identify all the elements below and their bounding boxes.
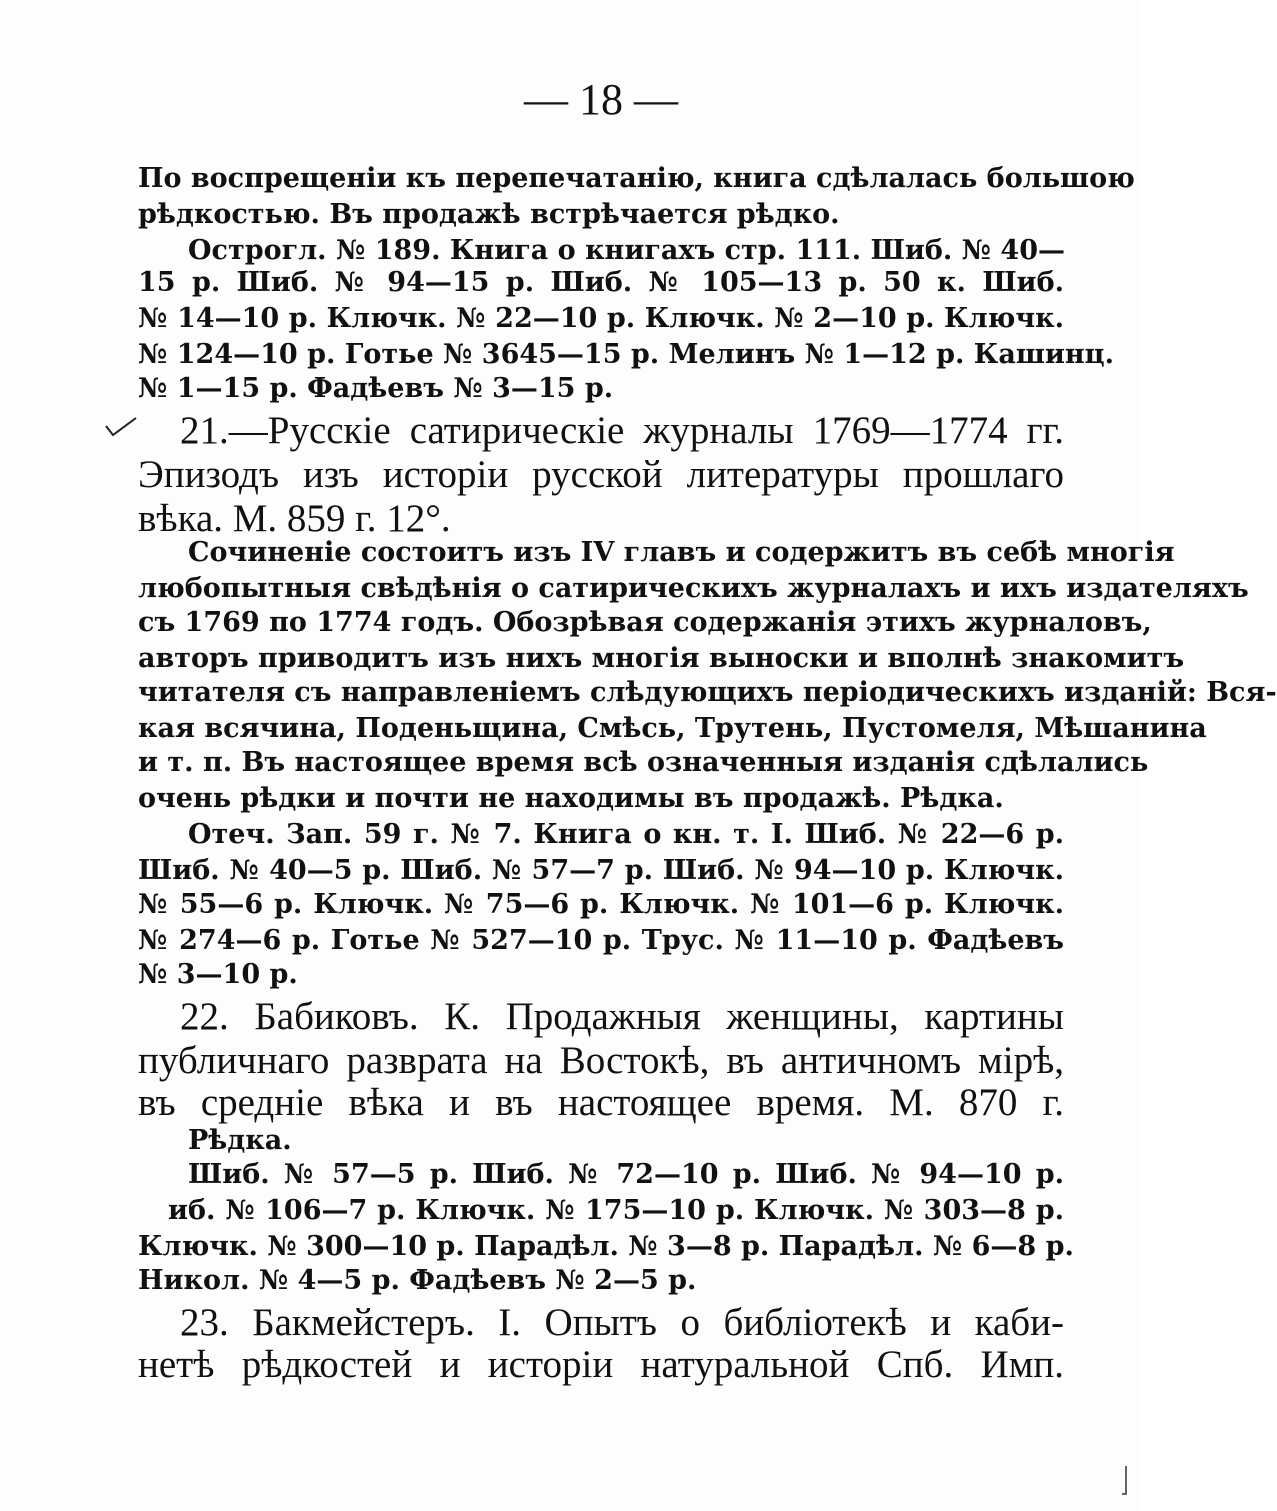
text-line: По воспрещеніи къ перепечатанію, книга сдѣлалась большою bbox=[138, 163, 1135, 194]
page-edge-mark bbox=[1122, 1466, 1130, 1496]
reference-line: № 1—15 р. Фадѣевъ № 3—15 р. bbox=[138, 373, 614, 404]
entry-title-line: нетѣ рѣдкостей и исторіи натуральной Спб. Имп. bbox=[138, 1343, 1064, 1386]
reference-line: № 274—6 р. Готье № 527—10 р. Трус. № 11—10 р. Фадѣевъ bbox=[138, 925, 1064, 956]
reference-line: Ключк. № 300—10 р. Парадѣл. № 3—8 р. Парадѣл. № 6—8 р. bbox=[138, 1231, 1074, 1262]
reference-line: Шиб. № 57—5 р. Шиб. № 72—10 р. Шиб. № 94—10 р. bbox=[188, 1159, 1064, 1190]
reference-line: № 14—10 р. Ключк. № 22—10 р. Ключк. № 2—10 р. Ключк. bbox=[138, 303, 1064, 334]
reference-line: Острогл. № 189. Книга о книгахъ стр. 111. Шиб. № 40— bbox=[188, 235, 1065, 266]
page-number: — 18 — bbox=[524, 75, 678, 124]
entry-title-line: Эпизодъ изъ исторіи русской литературы прошлаго bbox=[138, 453, 1064, 496]
reference-line: 15 р. Шиб. № 94—15 р. Шиб. № 105—13 р. 50 к. Шиб. bbox=[138, 267, 1064, 298]
text-line: Сочиненіе состоитъ изъ IV главъ и содержитъ въ себѣ многія bbox=[188, 537, 1175, 568]
text-line: любопытныя свѣдѣнія о сатирическихъ журналахъ и ихъ издателяхъ bbox=[138, 573, 1249, 604]
entry-title-line: 22. Бабиковъ. К. Продажныя женщины, картины bbox=[180, 995, 1064, 1038]
reference-line: № 55—6 р. Ключк. № 75—6 р. Ключк. № 101—6 р. Ключк. bbox=[138, 889, 1064, 920]
checkmark-icon bbox=[104, 416, 138, 438]
entry-title-line: 23. Бакмейстеръ. I. Опытъ о библіотекѣ и каби- bbox=[180, 1301, 1064, 1344]
entry-title-line: публичнаго разврата на Востокѣ, въ античномъ мірѣ, bbox=[138, 1039, 1064, 1082]
text-line: читателя съ направленіемъ слѣдующихъ періодическихъ изданій: Вся- bbox=[138, 677, 1277, 708]
text-line: кая всячина, Поденьщина, Смѣсь, Трутень, Пустомеля, Мѣшанина bbox=[138, 713, 1207, 744]
reference-line: Отеч. Зап. 59 г. № 7. Книга о кн. т. I. Шиб. № 22—6 р. bbox=[188, 819, 1064, 850]
text-line: очень рѣдки и почти не находимы въ продажѣ. Рѣдка. bbox=[138, 783, 1004, 814]
reference-line: иб. № 106—7 р. Ключк. № 175—10 р. Ключк. № 303—8 р. bbox=[168, 1195, 1064, 1226]
text-line: рѣдкостью. Въ продажѣ встрѣчается рѣдко. bbox=[138, 199, 840, 230]
text-line: и т. п. Въ настоящее время всѣ означенныя изданія сдѣлались bbox=[138, 747, 1149, 778]
entry-title-line: вѣка. М. 859 г. 12°. bbox=[138, 497, 451, 540]
text-line: съ 1769 по 1774 годъ. Обозрѣвая содержанія этихъ журналовъ, bbox=[138, 607, 1152, 638]
reference-line: Никол. № 4—5 р. Фадѣевъ № 2—5 р. bbox=[138, 1265, 697, 1296]
text-line: авторъ приводитъ изъ нихъ многія выноски и вполнѣ знакомитъ bbox=[138, 643, 1185, 674]
reference-line: № 124—10 р. Готье № 3645—15 р. Мелинъ № 1—12 р. Кашинц. bbox=[138, 339, 1114, 370]
reference-line: № 3—10 р. bbox=[138, 959, 298, 990]
reference-line: Шиб. № 40—5 р. Шиб. № 57—7 р. Шиб. № 94—10 р. Ключк. bbox=[138, 855, 1064, 886]
text-line: Рѣдка. bbox=[188, 1125, 292, 1156]
entry-title-line: 21.—Русскіе сатирическіе журналы 1769—1774 гг. bbox=[180, 409, 1064, 452]
entry-title-line: въ средніе вѣка и въ настоящее время. М. 870 г. bbox=[138, 1081, 1064, 1124]
